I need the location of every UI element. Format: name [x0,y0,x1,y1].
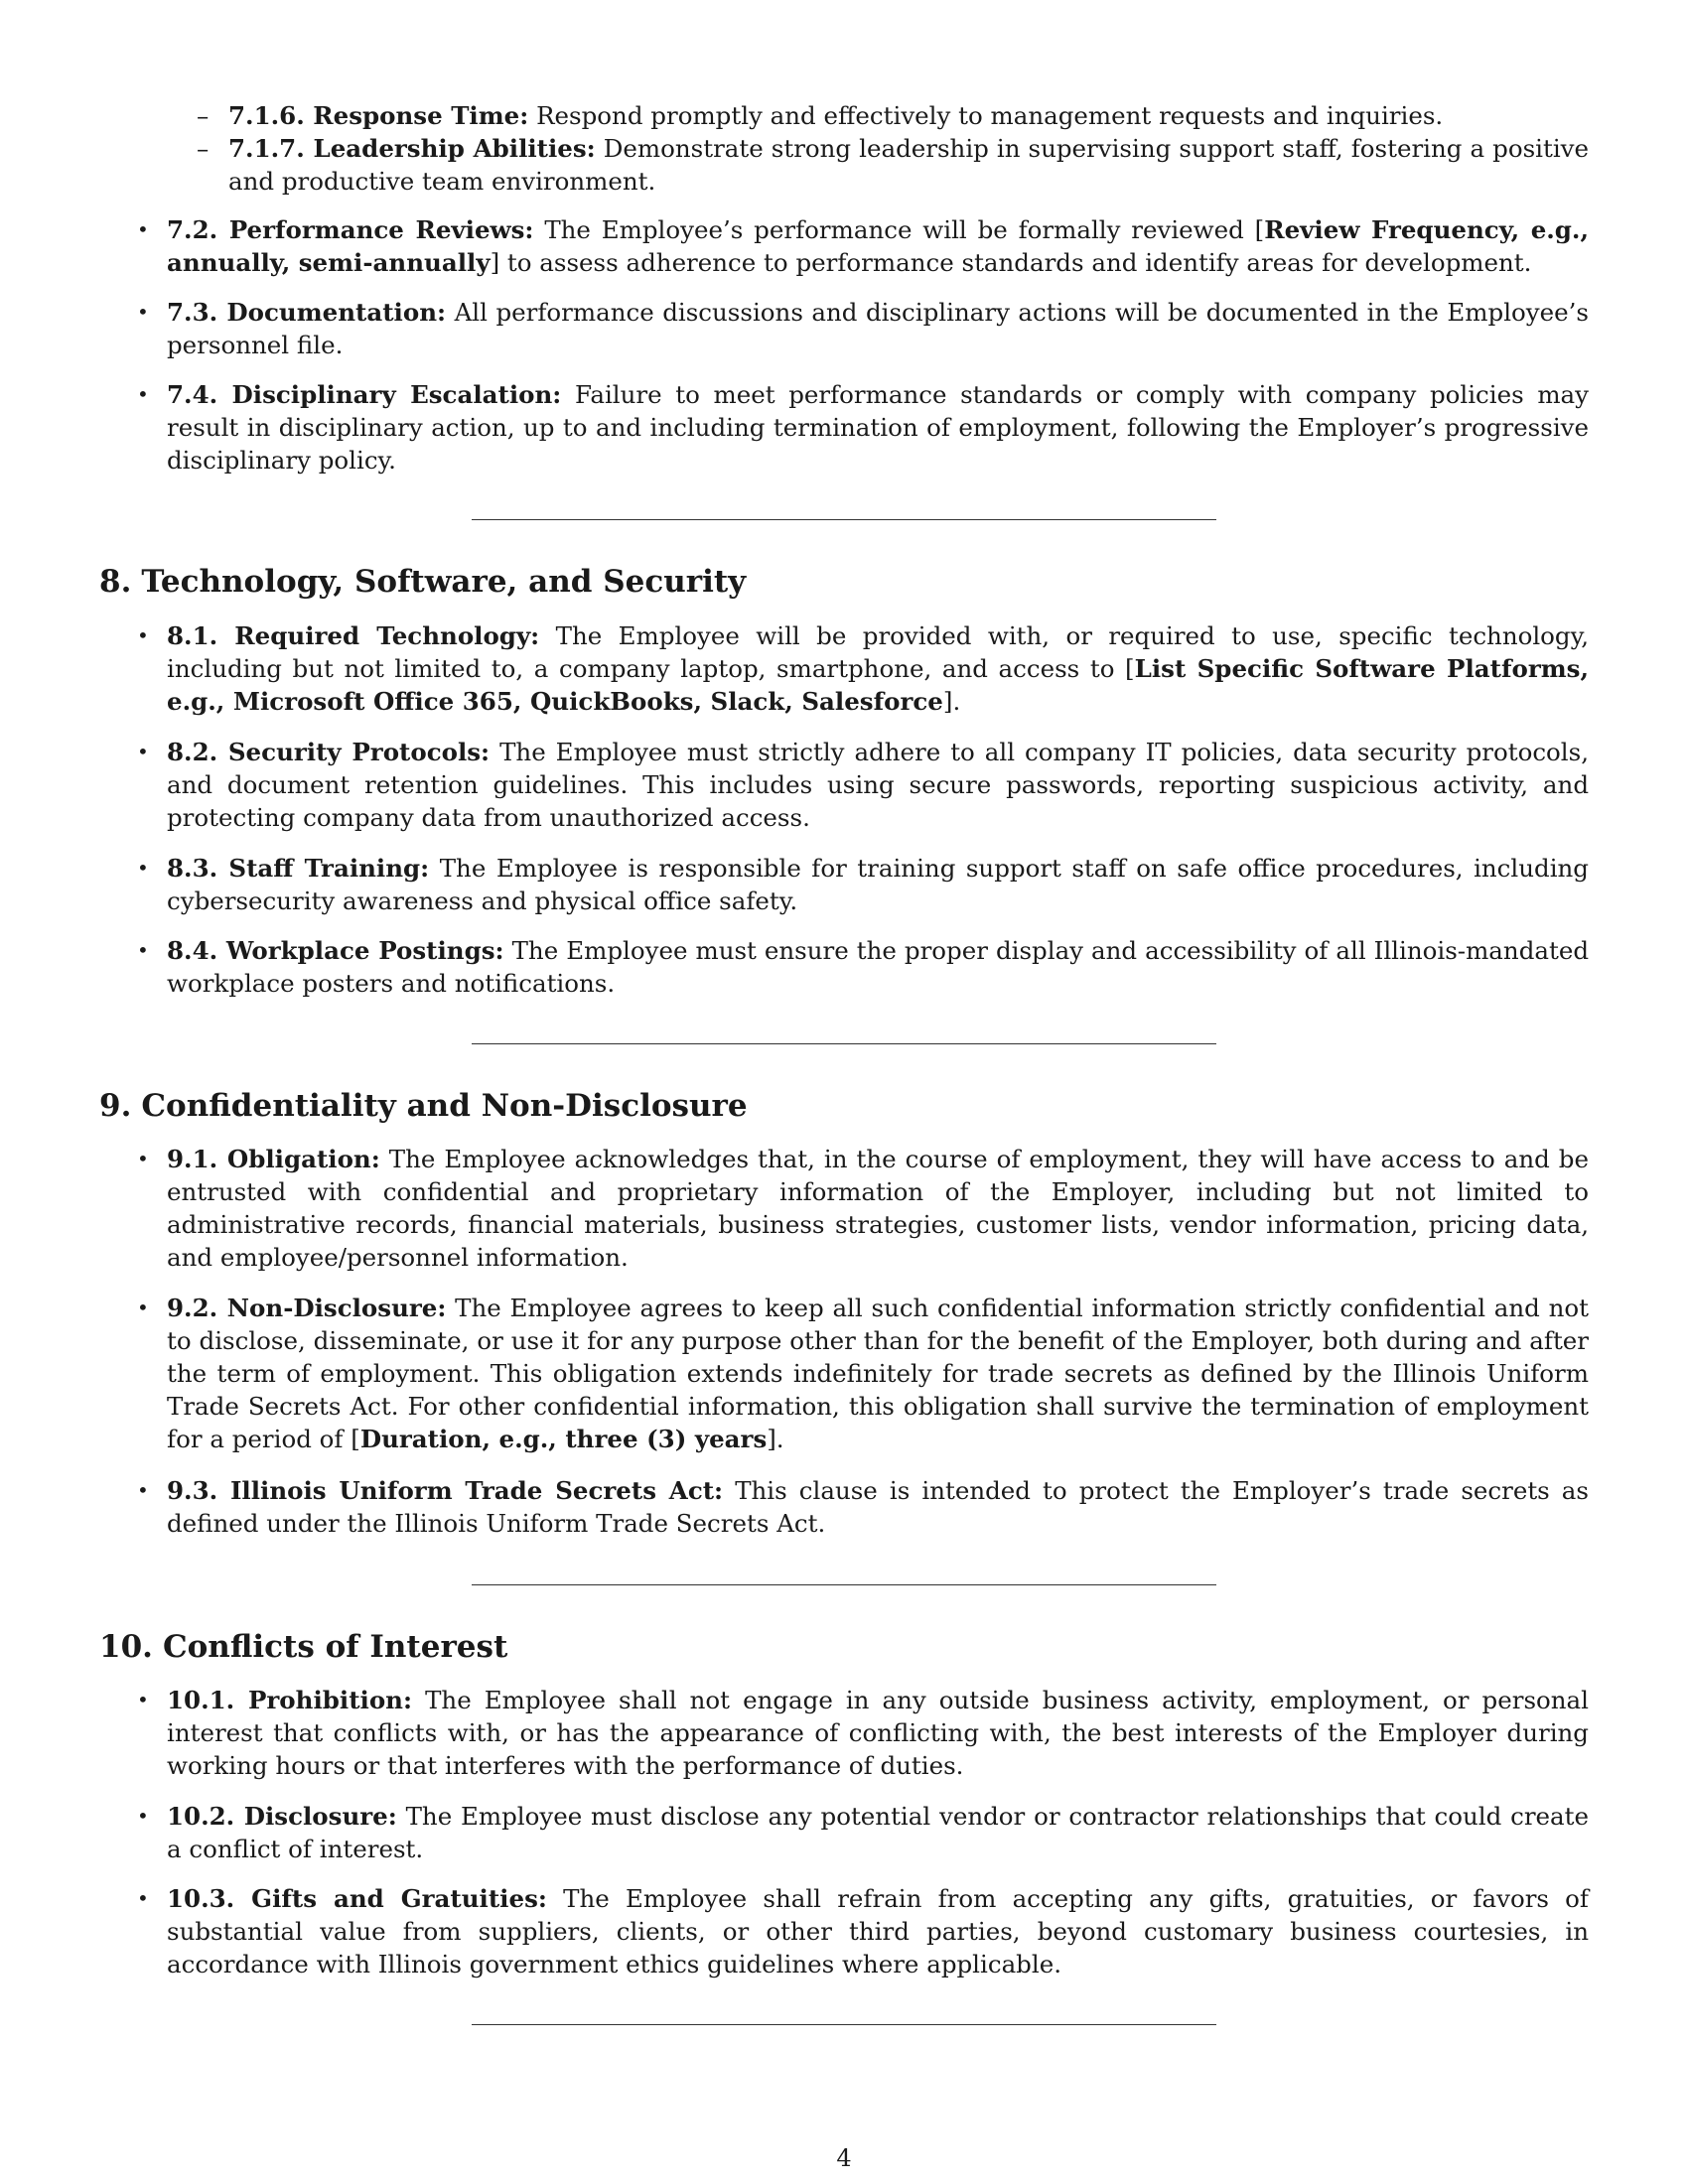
item-label: 9.2. Non-Disclosure: [167,1294,447,1322]
item-label: 7.1.6. Response Time: [228,101,529,130]
bullet-marker: • [137,1688,149,1711]
item-label: 7.1.7. Leadership Abilities: [228,134,596,163]
list-item-8-1 [137,619,1589,718]
bullet-marker: • [137,938,149,962]
item-label: 7.3. Documentation: [167,298,447,327]
section-heading-8 [99,562,746,602]
section-title: Conflicts of Interest [162,1629,508,1665]
list-item-8-2 [137,736,1590,834]
item-text: Failure to meet performance standards or comply with company policies may result in disciplinary action, up to and including termination of employment, following the Employer’s progressive disciplinary policy. [167,380,1590,475]
item-text: The Employee’s performance will be formally reviewed [ [544,215,1265,244]
item-text: The Employee shall refrain from accepting any gifts, gratuities, or favors of substantial value from suppliers, clients, or other third parties, beyond customary business courtesies, in accordance with Illinois government ethics guidelines where applicable. [167,1884,1589,1979]
bullet-marker: • [137,1886,149,1910]
item-label: 7.4. Disciplinary Escalation: [167,380,562,409]
item-text: Demonstrate strong leadership in supervising support staff, fostering a positive and productive team environment. [228,134,1589,196]
bullet-marker: • [137,382,149,406]
subitem-7-1-6 [197,99,1589,132]
section-title: Confidentiality and Non-Disclosure [141,1088,748,1124]
item-label: 8.2. Security Protocols: [167,738,491,766]
subitem-7-1-7 [197,132,1589,198]
bullet-marker: • [137,856,149,880]
horizontal-rule [472,519,1216,520]
section-number: 10. [99,1629,153,1665]
item-text: The Employee must ensure the proper display and accessibility of all Illinois-mandated workplace posters and notifications. [167,936,1590,998]
bullet-marker: • [137,740,149,763]
list-item-7-2 [137,213,1589,279]
item-text: Respond promptly and effectively to management requests and inquiries. [536,101,1444,130]
list-item-9-1 [137,1143,1589,1274]
section-number: 9. [99,1088,132,1124]
bullet-marker: • [137,217,149,241]
item-text: The Employee will be provided with, or required to use, specific technology, including but not limited to, a company laptop, smartphone, and access to [ [167,621,1589,683]
bullet-marker: • [137,1296,149,1319]
bullet-marker: • [137,623,149,647]
list-item-7-4 [137,378,1590,477]
item-text: The Employee must strictly adhere to all company IT policies, data security protocols, and document retention guidelines. This includes using secure passwords, reporting suspicious activity, and protecting company data from unauthorized access. [167,738,1590,832]
horizontal-rule [472,1043,1216,1044]
page-number: 4 [836,2144,852,2172]
section-number: 8. [99,564,132,600]
item-text: ]. [767,1425,784,1453]
bullet-marker: • [137,1804,149,1828]
item-label: 10.1. Prohibition: [167,1686,413,1714]
section-title: Technology, Software, and Security [141,564,747,600]
dash-marker: – [197,101,210,130]
item-text: ] to assess adherence to performance standards and identify areas for development. [490,248,1532,277]
list-item-8-4 [137,934,1590,1000]
item-text: The Employee is responsible for training support staff on safe office procedures, including cybersecurity awareness and physical office safety. [167,854,1589,915]
item-text: The Employee acknowledges that, in the course of employment, they will have access to and be entrusted with confidential and proprietary information of the Employer, including but not limited to administrative records, financial materials, business strategies, customer lists, vendor information, pricing data, and employee/personnel information. [167,1145,1589,1272]
placeholder-text: Duration, e.g., three (3) years [359,1425,768,1453]
item-text: The Employee shall not engage in any outside business activity, employment, or personal interest that conflicts with, or has the appearance of conflicting with, the best interests of the Employer during working hours or that interferes with the performance of duties. [167,1686,1589,1780]
horizontal-rule [472,1584,1216,1585]
bullet-marker: • [137,1147,149,1170]
list-item-8-3 [137,852,1589,917]
item-label: 8.1. Required Technology: [167,621,540,650]
item-text: ]. [942,687,961,716]
bullet-marker: • [137,1478,149,1502]
item-label: 9.3. Illinois Uniform Trade Secrets Act: [167,1476,724,1505]
item-label: 8.4. Workplace Postings: [167,936,504,965]
bullet-marker: • [137,300,149,324]
item-text: All performance discussions and disciplinary actions will be documented in the Employee’s personnel file. [167,298,1589,359]
placeholder-text: Review Frequency, e.g., annually, semi-annually [167,215,1589,277]
item-text: The Employee agrees to keep all such confidential information strictly confidential and not to disclose, disseminate, or use it for any purpose other than for the benefit of the Employer, both during and after the term of employment. This obligation extends indefinitely for trade secrets as defined by the Illinois Uniform Trade Secrets Act. For other confidential information, this obligation shall survive the termination of employment for a period of [ [167,1294,1589,1453]
placeholder-text: List Specific Software Platforms, e.g., Microsoft Office 365, QuickBooks, Slack, Salesforce [167,654,1589,716]
item-label: 10.3. Gifts and Gratuities: [167,1884,547,1913]
list-item-9-2 [137,1292,1589,1455]
item-label: 7.2. Performance Reviews: [167,215,534,244]
section-heading-9 [99,1086,748,1126]
dash-marker: – [197,134,210,163]
list-item-10-2 [137,1800,1589,1865]
item-label: 10.2. Disclosure: [167,1802,397,1831]
list-item-7-3 [137,296,1589,361]
horizontal-rule [472,2024,1216,2025]
list-item-10-3 [137,1882,1589,1980]
item-label: 9.1. Obligation: [167,1145,380,1173]
item-text: This clause is intended to protect the Employer’s trade secrets as defined under the Illinois Uniform Trade Secrets Act. [167,1476,1589,1538]
item-text: The Employee must disclose any potential vendor or contractor relationships that could create a conflict of interest. [167,1802,1589,1863]
list-item-9-3 [137,1474,1589,1540]
section-heading-10 [99,1627,507,1667]
list-item-10-1 [137,1684,1589,1782]
item-label: 8.3. Staff Training: [167,854,430,883]
